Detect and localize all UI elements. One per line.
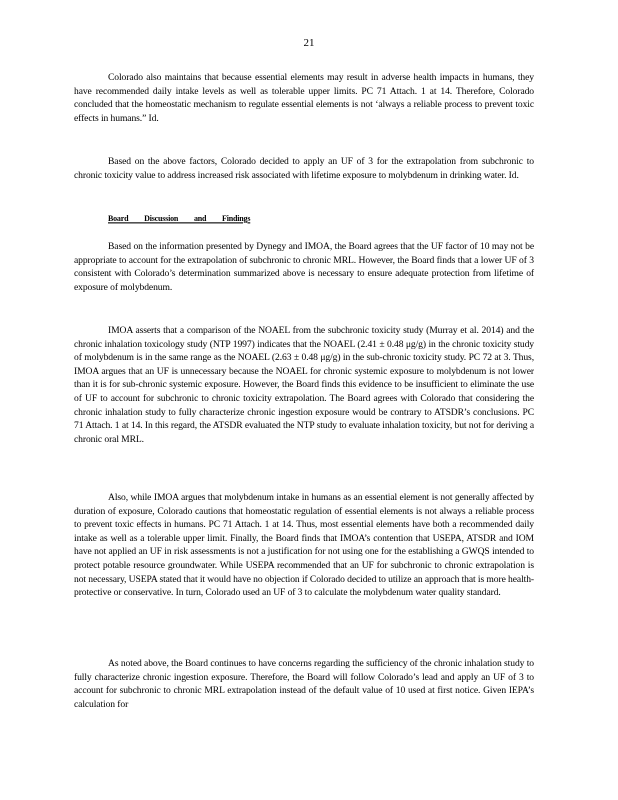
paragraph-imoa-argues [74, 491, 534, 600]
paragraph-board-concerns [74, 657, 534, 711]
paragraph-colorado-uf [74, 155, 534, 182]
paragraph-text: IMOA asserts that a comparison of the NOAEL from the subchronic toxicity study (Murray et al. 2014) and the chronic inhalation toxicology study (NTP 1997) indicates that the NOAEL (2.41 ± 0.48 μg/g) in the chronic toxicity study of molybdenum is in the same range as the NOAEL (2.63 ± 0.48 μg/g) in the sub-chronic toxicity study. PC 72 at 3. Thus, IMOA argues that an UF is unnecessary because the NOAEL for chronic systemic exposure to molybdenum is not lower than it is for sub-chronic systemic exposure. However, the Board finds this evidence to be insufficient to eliminate the use of UF to account for subchronic to chronic toxicity extrapolation. The Board agrees with Colorado that considering the chronic inhalation study to fully characterize chronic ingestion exposure would be contrary to ATSDR’s conclusions. PC 71 Attach. 1 at 14. In this regard, the ATSDR evaluated the NTP study to evaluate inhalation toxicity, but not for deriving a chronic oral MRL. [74, 325, 534, 445]
paragraph-text: Colorado also maintains that because essential elements may result in adverse health impacts in humans, they have recommended daily intake levels as well as tolerable upper limits. PC 71 Attach. 1 at 14. Therefore, Colorado concluded that the homeostatic mechanism to regulate essential elements is not ‘always a reliable process to prevent toxic effects in humans.” Id. [74, 72, 534, 124]
paragraph-imoa-asserts [74, 324, 534, 446]
paragraph-text: Also, while IMOA argues that molybdenum intake in humans as an essential element is not generally affected by duration of exposure, Colorado cautions that homeostatic regulation of essential elements is not always a reliable process to prevent toxic effects in humans. PC 71 Attach. 1 at 14. Thus, most essential elements have both a recommended daily intake as well as a tolerable upper limit. Finally, the Board finds that IMOA’s contention that USEPA, ATSDR and IOM have not applied an UF in risk assessments is not a justification for not using one for the establishing a GWQS intended to protect potable resource groundwater. While USEPA recommended that an UF for subchronic to chronic extrapolation is not necessary, USEPA stated that it would have no objection if Colorado decided to utilize an approach that is more health-protective or conservative. In turn, Colorado used an UF of 3 to calculate the molybdenum water quality standard. [74, 492, 534, 599]
paragraph-text: Based on the information presented by Dynegy and IMOA, the Board agrees that the UF factor of 10 may not be appropriate to account for the extrapolation of subchronic to chronic MRL. However, the Board finds that a lower UF of 3 consistent with Colorado’s determination summarized above is necessary to ensure adequate protection from lifetime of exposure of molybdenum. [74, 241, 534, 293]
paragraph-text: As noted above, the Board continues to have concerns regarding the sufficiency of the chronic inhalation study to fully characterize chronic ingestion exposure. Therefore, the Board will follow Colorado’s lead and apply an UF of 3 to account for subchronic to chronic MRL extrapolation instead of the default value of 10 used at first notice. Given IEPA’s calculation for [74, 658, 534, 710]
page-number: 21 [303, 37, 315, 49]
paragraph-colorado-maintains [74, 71, 534, 125]
paragraph-text: Based on the above factors, Colorado decided to apply an UF of 3 for the extrapolation from subchronic to chronic toxicity value to address increased risk associated with lifetime exposure to molybdenum in drinking water. Id. [74, 156, 534, 181]
paragraph-board-agrees [74, 240, 534, 294]
section-heading: Board Discussion and Findings [108, 213, 251, 224]
